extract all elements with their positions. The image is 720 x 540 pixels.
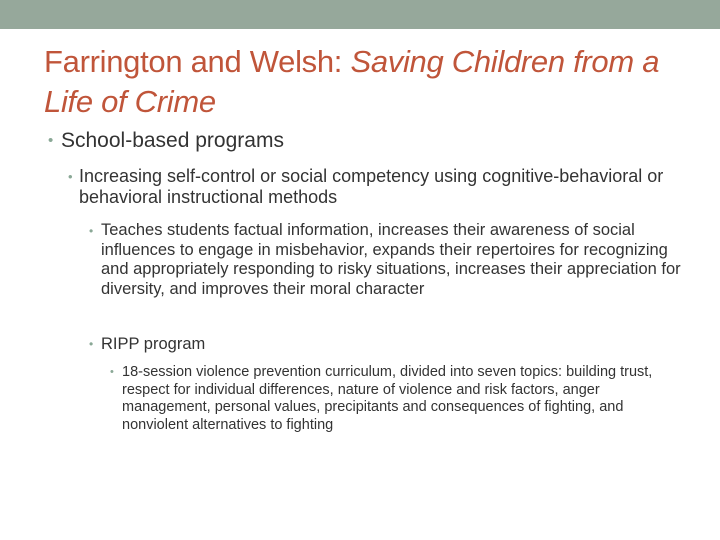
bullet-level3-ripp-program: RIPP program — [101, 335, 206, 353]
bullet-level2-self-control: Increasing self-control or social competency using cognitive-behavioral or behavioral instructional methods — [79, 166, 664, 207]
bullet-marker: • — [68, 169, 73, 184]
bullet-marker: • — [48, 132, 54, 149]
bullet-level3-teaches-students: Teaches students factual information, increases their awareness of social influences to engage in misbehavior, expands their repertoires for recognizing and appropriately responding to risky situations, increases their appreciation for diversity, and improves their moral character — [101, 221, 681, 298]
slide-title-main: Farrington and Welsh: — [44, 44, 351, 79]
bullet-marker: • — [89, 224, 94, 238]
bullet-level1-school-programs: School-based programs — [61, 129, 284, 152]
bullet-marker: • — [110, 366, 114, 378]
bullet-level4-ripp-curriculum: 18-session violence prevention curriculum, divided into seven topics: building trust, respect for individual differences, nature of violence and risk factors, anger management, personal values, precipitants and consequences of fighting, and nonviolent alternatives to fighting — [122, 364, 653, 433]
slide-title-italic: Saving Children from a Life of Crime — [44, 44, 660, 119]
bullet-marker: • — [89, 337, 94, 351]
